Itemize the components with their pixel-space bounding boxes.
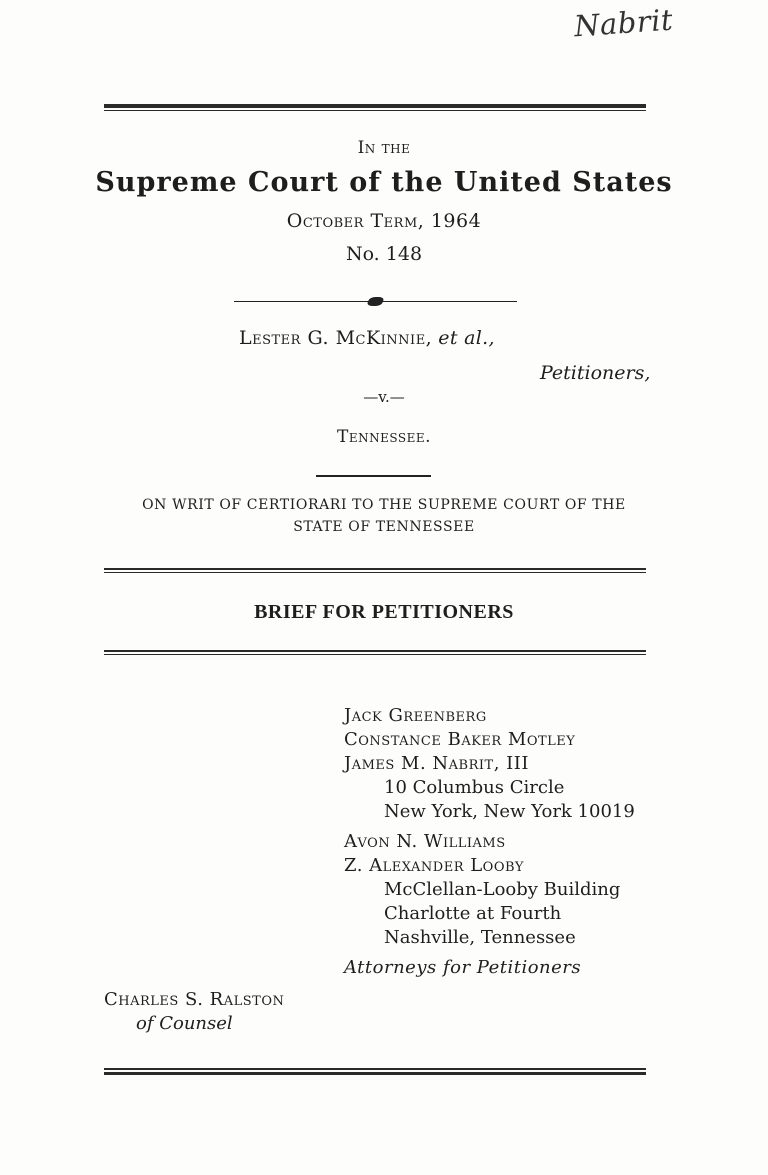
mid-double-rule-1 — [104, 568, 646, 573]
counsel-name: Charles S. Ralston — [104, 989, 285, 1010]
ornamental-divider — [234, 296, 517, 308]
writ-statement — [0, 494, 768, 538]
writ-line-1: ON WRIT OF CERTIORARI TO THE SUPREME COURT OF THE — [142, 497, 626, 513]
attorney-address-line: Charlotte at Fourth — [384, 903, 562, 924]
writ-line-2: STATE OF TENNESSEE — [293, 519, 475, 535]
attorneys-role: Attorneys for Petitioners — [344, 957, 582, 978]
court-title: Supreme Court of the United States — [95, 167, 673, 198]
versus: —v.— — [363, 388, 405, 406]
mid-double-rule-2 — [104, 650, 646, 655]
attorneys-block — [344, 704, 635, 980]
respondent-name: Tennessee. — [336, 427, 431, 447]
docket-number: No. 148 — [345, 243, 423, 265]
attorney-address-line: New York, New York 10019 — [384, 801, 635, 822]
counsel-role: of Counsel — [136, 1013, 233, 1034]
court-term: October Term, 1964 — [286, 210, 482, 232]
attorney-name: Avon N. Williams — [344, 831, 506, 852]
short-rule — [316, 475, 431, 477]
top-double-rule — [104, 104, 646, 111]
attorney-address-line: 10 Columbus Circle — [384, 777, 565, 798]
attorney-name: Z. Alexander Looby — [344, 855, 524, 876]
handwritten-annotation: Nabrit — [572, 2, 675, 44]
petitioner-role: Petitioners, — [540, 362, 651, 384]
caption-in-the: In the — [357, 138, 411, 158]
attorney-name: Jack Greenberg — [344, 705, 487, 726]
attorney-name: Constance Baker Motley — [344, 729, 576, 750]
et-al: et al., — [438, 327, 495, 349]
attorney-address-line: McClellan-Looby Building — [384, 879, 621, 900]
brief-title: BRIEF FOR PETITIONERS — [254, 601, 514, 623]
bottom-double-rule — [104, 1068, 646, 1075]
attorney-address-line: Nashville, Tennessee — [384, 927, 576, 948]
attorney-name: James M. Nabrit, III — [344, 753, 529, 774]
petitioner-name: Lester G. McKinnie, — [239, 327, 433, 349]
counsel-block — [104, 988, 284, 1036]
petitioner-line — [239, 327, 495, 349]
